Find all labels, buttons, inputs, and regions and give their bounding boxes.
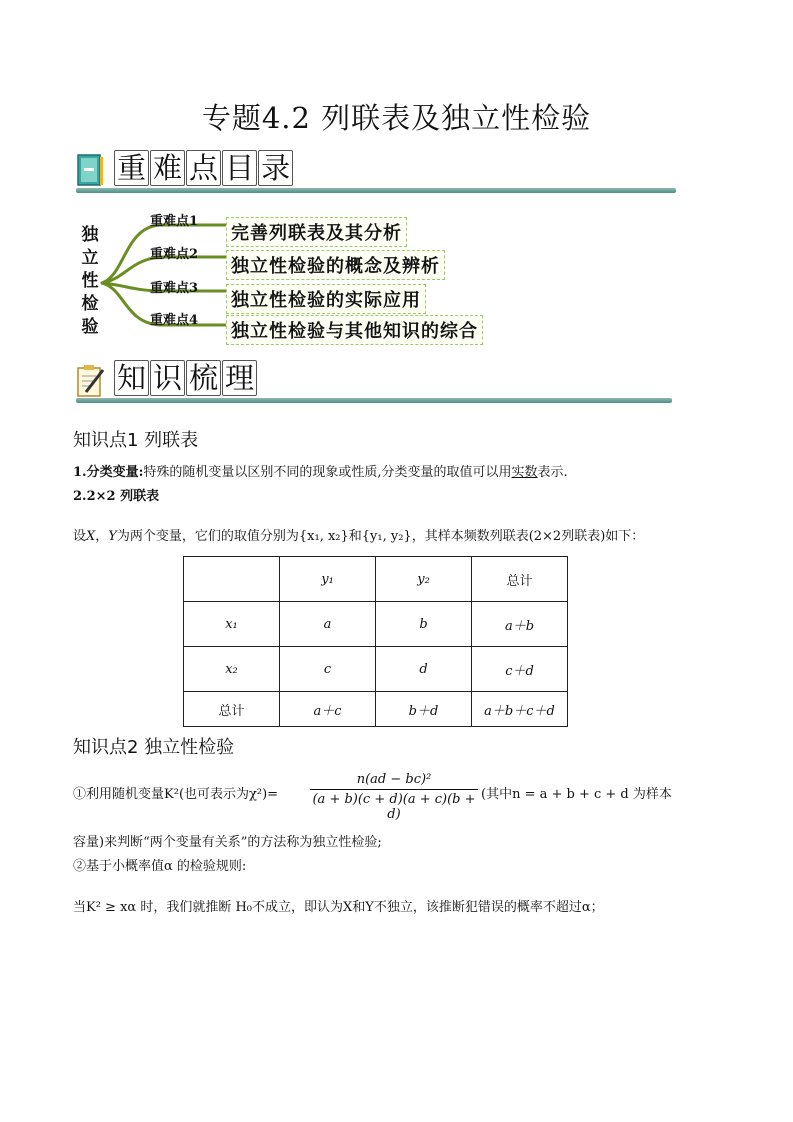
mindmap-root-char: 独 (81, 225, 99, 245)
table-cell: a (280, 602, 376, 647)
mindmap-item-3: 独立性检验的实际应用 (226, 284, 426, 314)
kp1-p3-b: ， (95, 529, 109, 544)
banner1-char: 目 (222, 150, 257, 186)
table-cell: y₂ (376, 557, 472, 602)
table-row (184, 692, 568, 727)
kp2-formula-suffix: (其中n = a + b + c + d 为样本 (481, 787, 672, 802)
mindmap-tag-1: 重难点1 (150, 214, 199, 229)
table-cell: a＋b＋c＋d (472, 692, 568, 727)
kp1-p3-a: 设 (73, 529, 87, 544)
section-banner-key-points (76, 150, 676, 196)
mindmap-tag-2: 重难点2 (150, 247, 199, 262)
fraction-numerator: n(ad − bc)² (356, 772, 432, 787)
banner2-char: 知 (114, 360, 149, 396)
table-cell: d (376, 647, 472, 692)
kp2-formula-k: K²(也可表示为χ²)= (164, 787, 279, 802)
kp2-heading: 知识点2 独立性检验 (73, 737, 235, 758)
kp2-formula-line (73, 786, 278, 804)
mindmap-root-char: 检 (81, 294, 99, 314)
table-cell: c (280, 647, 376, 692)
table-cell: a＋b (472, 602, 568, 647)
table-cell: a＋c (280, 692, 376, 727)
banner2-char: 理 (222, 360, 257, 396)
table-cell: y₁ (280, 557, 376, 602)
table-cell: b＋d (376, 692, 472, 727)
page-title: 专题4.2 列联表及独立性检验 (201, 101, 592, 135)
kp1-paragraph-2: 2.2×2 列联表 (73, 489, 160, 504)
kp1-paragraph-3 (73, 528, 644, 546)
kp2-formula-prefix: ①利用随机变量 (73, 787, 165, 802)
table-cell: x₁ (184, 602, 280, 647)
kp1-p3-c: 为两个变量，它们的取值分别为{x₁, x₂}和{y₁, y₂}，其样本频数列联表(2×2列联表)如下： (116, 529, 645, 544)
kp1-heading: 知识点1 列联表 (73, 430, 199, 451)
kp1-p1-underline: 实数 (511, 465, 538, 480)
kp1-paragraph-1 (73, 464, 568, 482)
mindmap-root-char: 验 (81, 317, 99, 337)
banner2-char: 梳 (186, 360, 221, 396)
kp2-line-3: ②基于小概率值α 的检验规则: (73, 859, 247, 874)
chi-square-fraction (310, 772, 478, 822)
section-banner-knowledge (76, 360, 672, 406)
mindmap-tag-3: 重难点3 (150, 281, 199, 296)
table-row (184, 557, 568, 602)
kp1-p1-text: 特殊的随机变量以区别不同的现象或性质,分类变量的取值可以用 (143, 465, 512, 480)
mindmap-root (80, 224, 100, 339)
book-icon (76, 154, 104, 188)
fraction-denominator: (a + b)(c + d)(a + c)(b + d) (312, 792, 476, 822)
mindmap-item-1: 完善列联表及其分析 (226, 217, 407, 247)
banner1-char: 点 (186, 150, 221, 186)
mindmap-root-char: 性 (81, 271, 99, 291)
table-cell: 总计 (472, 557, 568, 602)
table-cell (184, 557, 280, 602)
table-row (184, 602, 568, 647)
table-cell: b (376, 602, 472, 647)
banner1-char: 重 (114, 150, 149, 186)
table-cell: c＋d (472, 647, 568, 692)
notepad-pen-icon (76, 364, 104, 398)
mindmap-item-4: 独立性检验与其他知识的综合 (226, 315, 483, 345)
kp2-line-2: 容量)来判断“两个变量有关系”的方法称为独立性检验; (73, 835, 382, 850)
table-cell: x₂ (184, 647, 280, 692)
kp1-p1-bold: 1.分类变量: (73, 465, 144, 480)
banner1-char: 难 (150, 150, 185, 186)
table-cell: 总计 (184, 692, 280, 727)
kp1-p3-y: Y (108, 529, 117, 544)
mindmap-item-2: 独立性检验的概念及辨析 (226, 250, 445, 280)
kp2-line-4: 当K² ≥ xα 时，我们就推断 H₀不成立，即认为X和Y不独立，该推断犯错误的概率不超过α； (73, 900, 604, 915)
kp1-p3-x: X (86, 529, 96, 544)
banner2-char: 识 (150, 360, 185, 396)
kp1-p1-end: 表示. (537, 465, 568, 480)
mindmap-root-char: 立 (81, 248, 99, 268)
table-row (184, 647, 568, 692)
mindmap-tag-4: 重难点4 (150, 313, 199, 328)
contingency-table (183, 556, 568, 727)
banner1-char: 录 (258, 150, 293, 186)
